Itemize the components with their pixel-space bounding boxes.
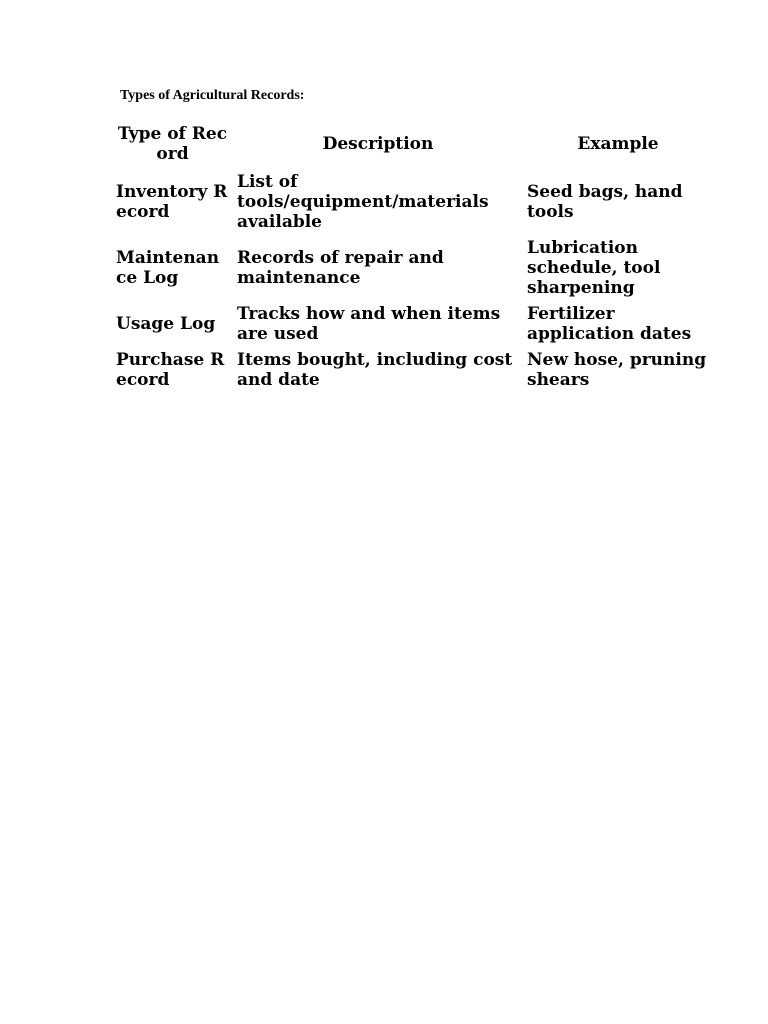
row-type-cell: Purchase Record [116,350,225,390]
row-example-cell: Lubrication schedule, tool sharpening [527,238,661,298]
document-title: Types of Agricultural Records: [120,88,305,103]
row-description-cell: Tracks how and when items are used [237,304,501,344]
row-description-cell: Records of repair and maintenance [237,248,444,288]
row-description-cell: Items bought, including cost and date [237,350,513,390]
header-description: Description [322,134,434,154]
row-type-cell: Usage Log [116,314,216,334]
row-type-cell: Maintenance Log [116,248,220,288]
row-type-cell: Inventory Record [116,182,228,222]
table-row [112,236,713,302]
row-example-cell: Seed bags, hand tools [527,182,683,222]
table-header [112,122,713,170]
header-example: Example [577,134,659,154]
table-body [112,170,713,394]
records-table [112,122,713,394]
header-type: Type of Record [117,124,228,164]
row-example-cell: Fertilizer application dates [527,304,692,344]
row-example-cell: New hose, pruning shears [527,350,707,390]
row-description-cell: List of tools/equipment/materials available [237,172,489,232]
table-row [112,302,713,348]
header-row [112,122,713,170]
table-row [112,348,713,394]
table-row [112,170,713,236]
